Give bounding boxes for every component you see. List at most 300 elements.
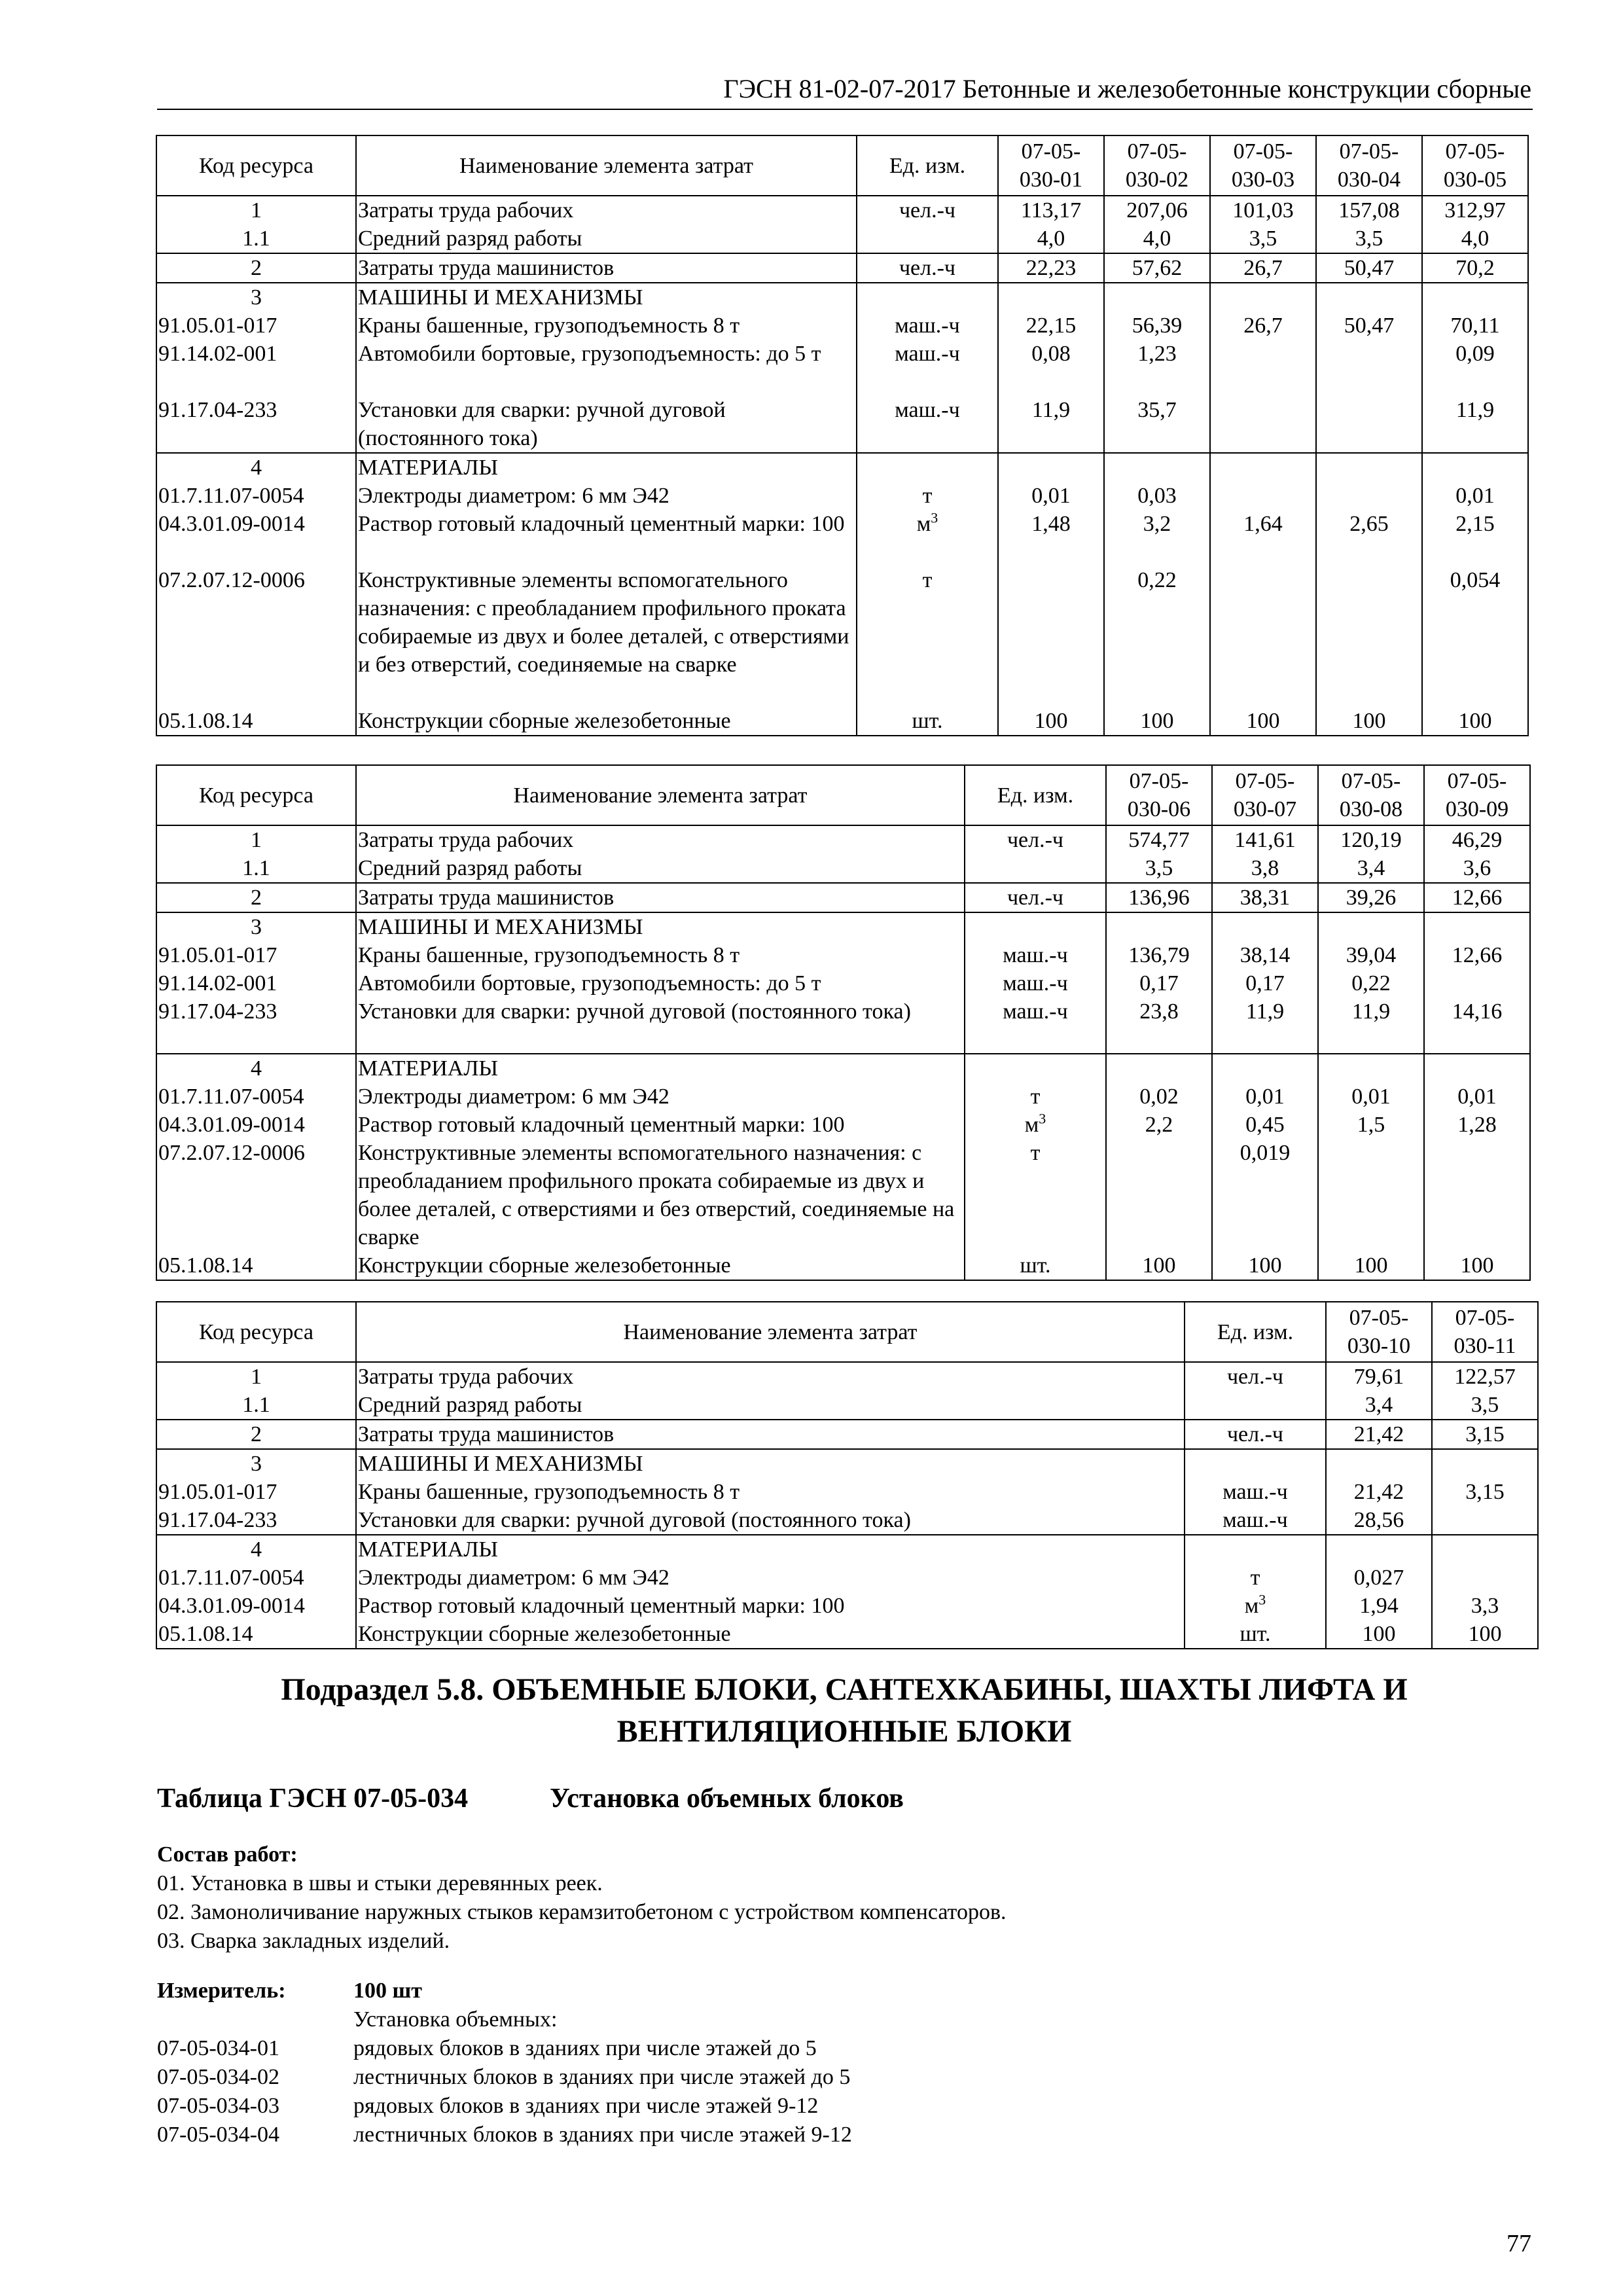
- resource-value: [1318, 1054, 1424, 1083]
- resource-value: 312,97: [1422, 196, 1528, 224]
- header-norm-code-line: 030-02: [1125, 168, 1189, 192]
- resource-value: 3,5: [1316, 224, 1422, 253]
- resource-value: [1316, 340, 1422, 396]
- table-row: [156, 312, 1528, 340]
- header-code: Код ресурса: [156, 1302, 356, 1362]
- resource-value: 79,61: [1326, 1362, 1432, 1391]
- resource-value: 3,5: [1432, 1391, 1538, 1420]
- unit-text: т: [922, 484, 933, 508]
- table-row: [156, 883, 1530, 912]
- resource-value: 3,5: [1106, 854, 1212, 883]
- resource-code: 91.05.01-017: [156, 312, 356, 340]
- resource-code: 91.14.02-001: [156, 969, 356, 997]
- resource-value: 1,64: [1210, 510, 1316, 566]
- header-unit: Ед. изм.: [1185, 1302, 1326, 1362]
- running-header: ГЭСН 81-02-07-2017 Бетонные и железобетонные конструкции сборные: [723, 74, 1531, 103]
- resource-value: 113,17: [998, 196, 1104, 224]
- resource-unit: [857, 224, 998, 253]
- unit-text: шт.: [912, 709, 943, 733]
- resource-value: [1316, 482, 1422, 510]
- header-norm-code-line: 07-05-: [1445, 139, 1505, 164]
- resource-table-1: [156, 135, 1529, 736]
- table-row: [156, 566, 1528, 707]
- resource-code: 1.1: [156, 1391, 356, 1420]
- header-norm-code-line: 030-01: [1019, 168, 1083, 192]
- unit-text: маш.-ч: [895, 398, 960, 422]
- resource-value: 11,9: [1318, 997, 1424, 1054]
- unit-text: т: [1030, 1141, 1041, 1165]
- table-row: [156, 1251, 1530, 1280]
- resource-unit: [857, 510, 998, 566]
- resource-value: 22,23: [998, 253, 1104, 283]
- header-norm-code: [1212, 765, 1318, 825]
- resource-value: 39,04: [1318, 941, 1424, 969]
- resource-value: [1424, 969, 1530, 997]
- resource-name: Средний разряд работы: [356, 854, 965, 883]
- resource-unit: [857, 340, 998, 396]
- resource-name: Электроды диаметром: 6 мм Э42: [356, 1083, 965, 1111]
- resource-value: 100: [1212, 1251, 1318, 1280]
- resource-code: 2: [156, 883, 356, 912]
- resource-value: 207,06: [1104, 196, 1210, 224]
- table-number: Таблица ГЭСН 07-05-034: [157, 1784, 469, 1814]
- resource-value: 574,77: [1106, 825, 1212, 854]
- works-label: Состав работ:: [157, 1842, 298, 1867]
- header-norm-code-line: 07-05-: [1341, 769, 1401, 793]
- table-row: [156, 340, 1528, 396]
- unit-text: маш.-ч: [1222, 1480, 1288, 1504]
- meter-item-code: 07-05-034-03: [157, 2094, 279, 2118]
- resource-code: 01.7.11.07-0054: [156, 1083, 356, 1111]
- resource-value: 101,03: [1210, 196, 1316, 224]
- unit-text: т: [1030, 1085, 1041, 1109]
- unit-text: чел.-ч: [899, 198, 956, 223]
- resource-value: 0,01: [1318, 1083, 1424, 1111]
- resource-value: 100: [1422, 707, 1528, 736]
- resource-name: Установки для сварки: ручной дуговой (постоянного тока): [356, 396, 857, 453]
- resource-code: 91.05.01-017: [156, 1478, 356, 1506]
- resource-code: 3: [156, 912, 356, 941]
- header-norm-code: [998, 135, 1104, 196]
- resource-value: 39,26: [1318, 883, 1424, 912]
- table-row: [156, 1111, 1530, 1139]
- resource-name: Краны башенные, грузоподъемность 8 т: [356, 1478, 1185, 1506]
- meter-block: [157, 1977, 1400, 2149]
- resource-code: 1: [156, 825, 356, 854]
- resource-code: 91.17.04-233: [156, 396, 356, 453]
- subsection-title-line-1: Подраздел 5.8. ОБЪЕМНЫЕ БЛОКИ, САНТЕХКАБИНЫ, ШАХТЫ ЛИФТА И: [281, 1672, 1408, 1707]
- table-row: [156, 253, 1528, 283]
- resource-unit: [857, 196, 998, 224]
- subsection-title-line-2: ВЕНТИЛЯЦИОННЫЕ БЛОКИ: [616, 1714, 1072, 1749]
- resource-unit: [965, 1111, 1106, 1139]
- meter-item-text: рядовых блоков в зданиях при числе этажей до 5: [353, 2036, 817, 2060]
- table-row: [156, 1564, 1538, 1592]
- resource-name: Автомобили бортовые, грузоподъемность: до 5 т: [356, 969, 965, 997]
- resource-unit: [857, 453, 998, 482]
- table-row: [156, 1506, 1538, 1535]
- resource-code: 4: [156, 453, 356, 482]
- table-row: [156, 396, 1528, 453]
- resource-value: [1212, 1054, 1318, 1083]
- resource-value: [1432, 1449, 1538, 1478]
- table-row: [156, 707, 1528, 736]
- header-norm-code-line: 07-05-: [1235, 769, 1295, 793]
- resource-value: 26,7: [1210, 312, 1316, 340]
- resource-value: [1422, 453, 1528, 482]
- resource-name: Затраты труда рабочих: [356, 825, 965, 854]
- resource-value: 100: [1210, 707, 1316, 736]
- resource-code: 4: [156, 1535, 356, 1564]
- resource-value: 11,9: [1422, 396, 1528, 453]
- resource-unit: [1185, 1506, 1326, 1535]
- meter-item-text: лестничных блоков в зданиях при числе этажей до 5: [353, 2065, 851, 2089]
- resource-value: 3,15: [1432, 1420, 1538, 1449]
- resource-value: 0,02: [1106, 1083, 1212, 1111]
- resource-name: Конструктивные элементы вспомогательного назначения: с преобладанием профильного проката собираемые из двух и более деталей, с отверстиями и без отверстий, соединяемые на сварке: [356, 1139, 965, 1251]
- resource-value: 3,5: [1210, 224, 1316, 253]
- table-name: Установка объемных блоков: [550, 1784, 904, 1814]
- table-row: [156, 1620, 1538, 1649]
- resource-value: 136,79: [1106, 941, 1212, 969]
- resource-unit: [965, 912, 1106, 941]
- resource-value: 1,5: [1318, 1111, 1424, 1139]
- resource-value: 100: [1316, 707, 1422, 736]
- resource-value: 21,42: [1326, 1478, 1432, 1506]
- unit-text: м: [916, 512, 931, 536]
- table-row: [156, 997, 1530, 1054]
- resource-code: 05.1.08.14: [156, 1251, 356, 1280]
- meter-value: 100 шт: [353, 1979, 422, 2003]
- resource-unit: [857, 253, 998, 283]
- resource-value: 120,19: [1318, 825, 1424, 854]
- table-row: [156, 1083, 1530, 1111]
- resource-code: 1: [156, 1362, 356, 1391]
- resource-value: 3,15: [1432, 1478, 1538, 1506]
- unit-text: т: [922, 568, 933, 592]
- header-norm-code-line: 07-05-: [1447, 769, 1507, 793]
- table-row: [156, 1391, 1538, 1420]
- resource-unit: [965, 1083, 1106, 1111]
- resource-unit: [1185, 1449, 1326, 1478]
- resource-value: [1316, 396, 1422, 453]
- header-norm-code-line: 07-05-: [1021, 139, 1081, 164]
- unit-text: чел.-ч: [899, 256, 956, 280]
- resource-value: 100: [1106, 1251, 1212, 1280]
- resource-value: 4,0: [998, 224, 1104, 253]
- resource-unit: [965, 1054, 1106, 1083]
- header-norm-code-line: 07-05-: [1339, 139, 1399, 164]
- resource-value: 38,14: [1212, 941, 1318, 969]
- resource-unit: [1185, 1420, 1326, 1449]
- resource-name: МАШИНЫ И МЕХАНИЗМЫ: [356, 912, 965, 941]
- resource-unit: [1185, 1620, 1326, 1649]
- header-norm-code-line: 07-05-: [1127, 139, 1187, 164]
- meter-label: Измеритель:: [157, 1979, 286, 2003]
- header-norm-code: [1424, 765, 1530, 825]
- table-row: [156, 854, 1530, 883]
- resource-value: 2,15: [1422, 510, 1528, 566]
- resource-code: 3: [156, 1449, 356, 1478]
- resource-value: 0,01: [1212, 1083, 1318, 1111]
- resource-name: Конструктивные элементы вспомогательного назначения: с преобладанием профильного проката собираемые из двух и более деталей, с отверстиями и без отверстий, соединяемые на сварке: [356, 566, 857, 707]
- resource-unit: [965, 997, 1106, 1054]
- header-norm-code: [1318, 765, 1424, 825]
- table-row: [156, 453, 1528, 482]
- resource-value: 100: [1104, 707, 1210, 736]
- resource-name: Конструкции сборные железобетонные: [356, 1620, 1185, 1649]
- resource-name: МАШИНЫ И МЕХАНИЗМЫ: [356, 283, 857, 312]
- page-number: 77: [1507, 2230, 1531, 2257]
- unit-text: м: [1024, 1113, 1039, 1137]
- resource-value: 2,65: [1316, 510, 1422, 566]
- resource-value: [1104, 453, 1210, 482]
- resource-value: [1106, 912, 1212, 941]
- resource-unit: [857, 566, 998, 707]
- resource-unit: [857, 707, 998, 736]
- resource-unit: [1185, 1535, 1326, 1564]
- table-row: [156, 1478, 1538, 1506]
- resource-value: 100: [998, 707, 1104, 736]
- resource-unit: [965, 883, 1106, 912]
- resource-value: 1,48: [998, 510, 1104, 566]
- resource-value: 0,22: [1318, 969, 1424, 997]
- resource-value: [1210, 453, 1316, 482]
- table-row: [156, 941, 1530, 969]
- resource-value: 0,03: [1104, 482, 1210, 510]
- resource-value: [1422, 283, 1528, 312]
- resource-name: Затраты труда машинистов: [356, 1420, 1185, 1449]
- resource-value: 3,6: [1424, 854, 1530, 883]
- resource-name: Автомобили бортовые, грузоподъемность: до 5 т: [356, 340, 857, 396]
- resource-value: 12,66: [1424, 941, 1530, 969]
- resource-value: [1106, 1054, 1212, 1083]
- resource-table-2: [156, 764, 1531, 1281]
- resource-value: 100: [1432, 1620, 1538, 1649]
- header-norm-code-line: 07-05-: [1349, 1306, 1409, 1330]
- resource-value: 136,96: [1106, 883, 1212, 912]
- resource-value: 122,57: [1432, 1362, 1538, 1391]
- unit-superscript: 3: [1039, 1111, 1046, 1127]
- resource-code: 3: [156, 283, 356, 312]
- resource-name: Электроды диаметром: 6 мм Э42: [356, 1564, 1185, 1592]
- resource-value: [1210, 482, 1316, 510]
- header-norm-code-line: 030-06: [1127, 797, 1191, 821]
- unit-text: чел.-ч: [1226, 1422, 1284, 1446]
- resource-name: Затраты труда машинистов: [356, 253, 857, 283]
- resource-code: 07.2.07.12-0006: [156, 566, 356, 707]
- resource-unit: [1185, 1362, 1326, 1391]
- resource-value: 0,08: [998, 340, 1104, 396]
- header-norm-code-line: 030-05: [1443, 168, 1507, 192]
- resource-code: 4: [156, 1054, 356, 1083]
- resource-value: [1210, 283, 1316, 312]
- resource-value: 50,47: [1316, 312, 1422, 340]
- table-row: [156, 825, 1530, 854]
- resource-value: [1424, 1054, 1530, 1083]
- resource-value: [1316, 453, 1422, 482]
- resource-value: [1424, 1139, 1530, 1251]
- resource-value: 56,39: [1104, 312, 1210, 340]
- resource-name: Установки для сварки: ручной дуговой (постоянного тока): [356, 1506, 1185, 1535]
- unit-text: м: [1244, 1594, 1259, 1618]
- resource-value: 0,17: [1212, 969, 1318, 997]
- header-code: Код ресурса: [156, 135, 356, 196]
- resource-name: Краны башенные, грузоподъемность 8 т: [356, 941, 965, 969]
- resource-value: [1212, 912, 1318, 941]
- header-unit: Ед. изм.: [857, 135, 998, 196]
- unit-text: маш.-ч: [1003, 971, 1068, 996]
- subsection-title: [157, 1669, 1531, 1753]
- header-norm-code: [1316, 135, 1422, 196]
- table-row: [156, 1535, 1538, 1564]
- resource-code: 01.7.11.07-0054: [156, 1564, 356, 1592]
- resource-code: 07.2.07.12-0006: [156, 1139, 356, 1251]
- resource-value: 35,7: [1104, 396, 1210, 453]
- resource-value: 3,8: [1212, 854, 1318, 883]
- meter-item-code: 07-05-034-01: [157, 2036, 279, 2060]
- table-row: [156, 224, 1528, 253]
- unit-text: маш.-ч: [895, 342, 960, 366]
- resource-unit: [1185, 1592, 1326, 1620]
- resource-value: [1210, 340, 1316, 396]
- resource-name: Раствор готовый кладочный цементный марки: 100: [356, 1111, 965, 1139]
- unit-text: маш.-ч: [1003, 943, 1068, 967]
- header-unit: Ед. изм.: [965, 765, 1106, 825]
- works-item: 01. Установка в швы и стыки деревянных реек.: [157, 1871, 603, 1895]
- header-norm-code-line: 07-05-: [1233, 139, 1293, 164]
- works-composition: [157, 1840, 1007, 1956]
- header-norm-code-line: 07-05-: [1129, 769, 1189, 793]
- resource-name: МАШИНЫ И МЕХАНИЗМЫ: [356, 1449, 1185, 1478]
- resource-value: 3,3: [1432, 1592, 1538, 1620]
- unit-text: чел.-ч: [1007, 886, 1064, 910]
- resource-unit: [857, 396, 998, 453]
- table-row: [156, 969, 1530, 997]
- header-name: Наименование элемента затрат: [356, 765, 965, 825]
- resource-value: [1316, 283, 1422, 312]
- resource-value: [998, 566, 1104, 707]
- resource-value: [1432, 1535, 1538, 1564]
- resource-unit: [857, 283, 998, 312]
- meter-item-code: 07-05-034-02: [157, 2065, 279, 2089]
- resource-code: 04.3.01.09-0014: [156, 510, 356, 566]
- resource-value: 0,01: [998, 482, 1104, 510]
- table-row: [156, 283, 1528, 312]
- header-norm-code-line: 030-09: [1445, 797, 1509, 821]
- meter-item-text: рядовых блоков в зданиях при числе этажей 9-12: [353, 2094, 819, 2118]
- resource-name: Электроды диаметром: 6 мм Э42: [356, 482, 857, 510]
- table-row: [156, 1420, 1538, 1449]
- resource-value: 2,2: [1106, 1111, 1212, 1139]
- resource-value: [1104, 283, 1210, 312]
- resource-value: 46,29: [1424, 825, 1530, 854]
- header-name: Наименование элемента затрат: [356, 135, 857, 196]
- header-norm-code-line: 030-07: [1233, 797, 1297, 821]
- unit-text: шт.: [1020, 1253, 1051, 1278]
- header-norm-code-line: 030-10: [1347, 1334, 1411, 1358]
- resource-unit: [965, 1251, 1106, 1280]
- resource-value: 0,45: [1212, 1111, 1318, 1139]
- resource-name: МАТЕРИАЛЫ: [356, 1054, 965, 1083]
- resource-value: 12,66: [1424, 883, 1530, 912]
- resource-value: [1318, 1139, 1424, 1251]
- resource-name: Затраты труда машинистов: [356, 883, 965, 912]
- resource-value: 14,16: [1424, 997, 1530, 1054]
- resource-value: 0,17: [1106, 969, 1212, 997]
- unit-text: маш.-ч: [895, 314, 960, 338]
- header-norm-code-line: 030-04: [1337, 168, 1401, 192]
- resource-unit: [1185, 1564, 1326, 1592]
- resource-value: 0,019: [1212, 1139, 1318, 1251]
- resource-name: Раствор готовый кладочный цементный марки: 100: [356, 510, 857, 566]
- unit-text: чел.-ч: [1007, 828, 1064, 852]
- resource-value: 3,2: [1104, 510, 1210, 566]
- resource-value: 1,28: [1424, 1111, 1530, 1139]
- resource-value: 50,47: [1316, 253, 1422, 283]
- resource-code: 1.1: [156, 854, 356, 883]
- resource-value: 0,01: [1422, 482, 1528, 510]
- resource-code: 1: [156, 196, 356, 224]
- meter-item-text: лестничных блоков в зданиях при числе этажей 9-12: [353, 2123, 852, 2147]
- resource-name: Конструкции сборные железобетонные: [356, 1251, 965, 1280]
- resource-value: [1318, 912, 1424, 941]
- table-row: [156, 1362, 1538, 1391]
- resource-value: 100: [1318, 1251, 1424, 1280]
- header-norm-code: [1104, 135, 1210, 196]
- unit-text: маш.-ч: [1003, 999, 1068, 1024]
- resource-value: 11,9: [1212, 997, 1318, 1054]
- header-norm-code-line: 030-03: [1231, 168, 1295, 192]
- resource-name: МАТЕРИАЛЫ: [356, 453, 857, 482]
- resource-value: 1,94: [1326, 1592, 1432, 1620]
- resource-name: Установки для сварки: ручной дуговой (постоянного тока): [356, 997, 965, 1054]
- resource-unit: [857, 482, 998, 510]
- resource-code: 1.1: [156, 224, 356, 253]
- header-norm-code-line: 07-05-: [1455, 1306, 1515, 1330]
- resource-value: 100: [1424, 1251, 1530, 1280]
- resource-value: 4,0: [1422, 224, 1528, 253]
- resource-name: Раствор готовый кладочный цементный марки: 100: [356, 1592, 1185, 1620]
- resource-value: [1432, 1506, 1538, 1535]
- resource-name: МАТЕРИАЛЫ: [356, 1535, 1185, 1564]
- resource-value: 70,2: [1422, 253, 1528, 283]
- resource-code: 04.3.01.09-0014: [156, 1111, 356, 1139]
- header-name: Наименование элемента затрат: [356, 1302, 1185, 1362]
- resource-code: 91.14.02-001: [156, 340, 356, 396]
- header-norm-code: [1326, 1302, 1432, 1362]
- resource-value: [998, 283, 1104, 312]
- resource-name: Средний разряд работы: [356, 224, 857, 253]
- resource-code: 05.1.08.14: [156, 1620, 356, 1649]
- header-norm-code-line: 030-11: [1454, 1334, 1516, 1358]
- resource-value: [1432, 1564, 1538, 1592]
- unit-text: шт.: [1240, 1622, 1271, 1646]
- resource-name: Краны башенные, грузоподъемность 8 т: [356, 312, 857, 340]
- resource-value: [1210, 566, 1316, 707]
- header-norm-code: [1432, 1302, 1538, 1362]
- resource-value: 3,4: [1318, 854, 1424, 883]
- header-code: Код ресурса: [156, 765, 356, 825]
- table-row: [156, 482, 1528, 510]
- resource-value: 22,15: [998, 312, 1104, 340]
- resource-value: 0,22: [1104, 566, 1210, 707]
- resource-value: [1106, 1139, 1212, 1251]
- resource-unit: [965, 825, 1106, 854]
- resource-value: 70,11: [1422, 312, 1528, 340]
- resource-code: 05.1.08.14: [156, 707, 356, 736]
- resource-value: 0,027: [1326, 1564, 1432, 1592]
